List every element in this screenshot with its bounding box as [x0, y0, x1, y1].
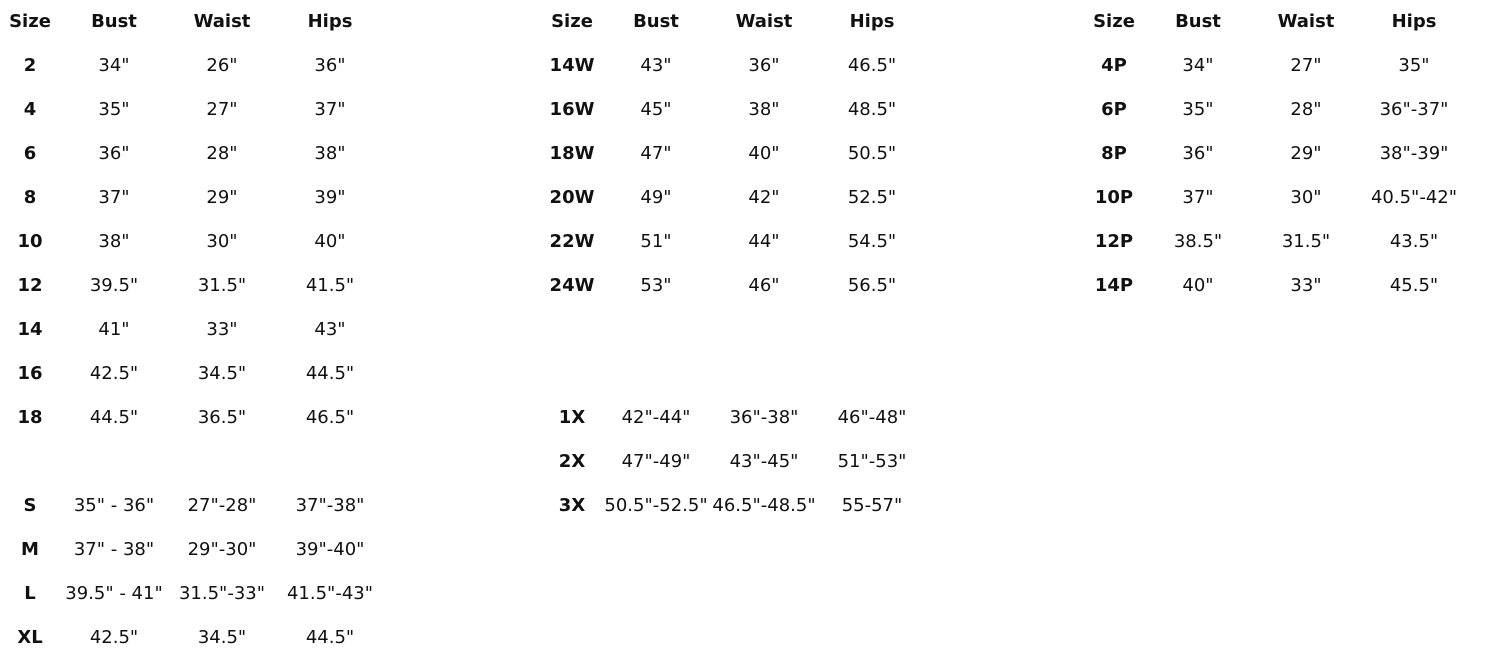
- cell-hips: 38": [314, 143, 346, 164]
- cell-waist: 26": [206, 55, 238, 76]
- cell-hips: 41.5": [305, 275, 355, 296]
- cell-waist: 27"-28": [187, 495, 257, 516]
- cell-size: 24W: [549, 275, 595, 296]
- cell-size: M: [21, 539, 39, 560]
- cell-bust: 43": [640, 55, 672, 76]
- header-bust: Bust: [91, 11, 137, 32]
- cell-size: 12: [17, 275, 43, 296]
- cell-hips: 55-57": [841, 495, 903, 516]
- cell-hips: 43": [314, 319, 346, 340]
- header-size: Size: [9, 11, 51, 32]
- table-row: [1084, 176, 1468, 220]
- cell-waist: 38": [748, 99, 780, 120]
- table-row: [0, 220, 384, 264]
- table-row: [0, 132, 384, 176]
- table-row: [1084, 264, 1468, 308]
- cell-bust: 34": [1182, 55, 1214, 76]
- cell-size: 2: [23, 55, 37, 76]
- cell-bust: 37": [1182, 187, 1214, 208]
- cell-bust: 41": [98, 319, 130, 340]
- header-waist: Waist: [1277, 11, 1335, 32]
- cell-bust: 35": [1182, 99, 1214, 120]
- cell-hips: 44.5": [305, 363, 355, 384]
- header-hips: Hips: [849, 11, 895, 32]
- petite-rows: [1084, 44, 1468, 308]
- cell-hips: 44.5": [305, 627, 355, 648]
- cell-bust: 36": [98, 143, 130, 164]
- cell-size: 8: [23, 187, 37, 208]
- table-row: [542, 264, 926, 308]
- cell-hips: 38"-39": [1379, 143, 1449, 164]
- table-row: [0, 176, 384, 220]
- cell-size: 22W: [549, 231, 595, 252]
- cell-waist: 30": [206, 231, 238, 252]
- header-size: Size: [551, 11, 593, 32]
- header-hips: Hips: [1391, 11, 1437, 32]
- table-row: [542, 132, 926, 176]
- cell-waist: 46.5"-48.5": [712, 495, 816, 516]
- cell-waist: 34.5": [197, 627, 247, 648]
- cell-bust: 47"-49": [621, 451, 691, 472]
- cell-hips: 40": [314, 231, 346, 252]
- cell-bust: 51": [640, 231, 672, 252]
- header-waist: Waist: [735, 11, 793, 32]
- cell-hips: 39": [314, 187, 346, 208]
- cell-bust: 37" - 38": [73, 539, 155, 560]
- cell-bust: 39.5": [89, 275, 139, 296]
- table-row: [542, 88, 926, 132]
- cell-size: 14W: [549, 55, 595, 76]
- cell-size: 6P: [1101, 99, 1127, 120]
- cell-size: 4P: [1101, 55, 1127, 76]
- header-waist: Waist: [193, 11, 251, 32]
- cell-bust: 44.5": [89, 407, 139, 428]
- cell-size: 8P: [1101, 143, 1127, 164]
- cell-size: 16: [17, 363, 43, 384]
- cell-size: 18: [17, 407, 43, 428]
- cell-bust: 53": [640, 275, 672, 296]
- cell-size: 2X: [558, 451, 586, 472]
- cell-waist: 40": [748, 143, 780, 164]
- table-row: [0, 352, 384, 396]
- cell-waist: 27": [1290, 55, 1322, 76]
- cell-hips: 54.5": [847, 231, 897, 252]
- cell-hips: 51"-53": [837, 451, 907, 472]
- table-row: [0, 396, 384, 440]
- misses-rows: [0, 44, 384, 440]
- cell-hips: 40.5"-42": [1370, 187, 1458, 208]
- table-row: [1084, 220, 1468, 264]
- cell-hips: 35": [1398, 55, 1430, 76]
- cell-waist: 29": [206, 187, 238, 208]
- cell-hips: 46.5": [847, 55, 897, 76]
- cell-waist: 42": [748, 187, 780, 208]
- cell-hips: 48.5": [847, 99, 897, 120]
- cell-size: L: [24, 583, 36, 604]
- cell-bust: 34": [98, 55, 130, 76]
- cell-bust: 50.5"-52.5": [604, 495, 708, 516]
- table-row: [542, 396, 926, 440]
- header-size: Size: [1093, 11, 1135, 32]
- cell-hips: 43.5": [1389, 231, 1439, 252]
- cell-waist: 30": [1290, 187, 1322, 208]
- cell-waist: 28": [206, 143, 238, 164]
- cell-waist: 27": [206, 99, 238, 120]
- women-rows: [542, 44, 926, 308]
- table-row: [542, 176, 926, 220]
- table-row: [0, 308, 384, 352]
- cell-bust: 45": [640, 99, 672, 120]
- header-row: [1084, 0, 1468, 44]
- alpha-rows: [0, 484, 384, 660]
- header-bust: Bust: [1175, 11, 1221, 32]
- cell-waist: 31.5"-33": [178, 583, 266, 604]
- size-table-left: [0, 0, 384, 660]
- cell-bust: 38": [98, 231, 130, 252]
- cell-waist: 34.5": [197, 363, 247, 384]
- table-row: [0, 484, 384, 528]
- cell-bust: 42.5": [89, 363, 139, 384]
- plus-rows: [542, 396, 926, 528]
- cell-waist: 36.5": [197, 407, 247, 428]
- table-row: [542, 220, 926, 264]
- cell-bust: 38.5": [1173, 231, 1223, 252]
- cell-size: 10P: [1094, 187, 1134, 208]
- cell-waist: 28": [1290, 99, 1322, 120]
- cell-hips: 37": [314, 99, 346, 120]
- table-row: [542, 44, 926, 88]
- cell-waist: 29": [1290, 143, 1322, 164]
- header-bust: Bust: [633, 11, 679, 32]
- cell-hips: 46"-48": [837, 407, 907, 428]
- cell-size: 6: [23, 143, 37, 164]
- cell-size: 18W: [549, 143, 595, 164]
- cell-bust: 37": [98, 187, 130, 208]
- cell-hips: 39"-40": [295, 539, 365, 560]
- cell-size: 14P: [1094, 275, 1134, 296]
- cell-bust: 35" - 36": [73, 495, 155, 516]
- cell-hips: 36"-37": [1379, 99, 1449, 120]
- table-row: [0, 528, 384, 572]
- cell-bust: 35": [98, 99, 130, 120]
- cell-waist: 33": [206, 319, 238, 340]
- cell-waist: 44": [748, 231, 780, 252]
- cell-hips: 45.5": [1389, 275, 1439, 296]
- table-row: [1084, 44, 1468, 88]
- cell-bust: 36": [1182, 143, 1214, 164]
- cell-hips: 36": [314, 55, 346, 76]
- cell-size: 4: [23, 99, 37, 120]
- table-row: [1084, 88, 1468, 132]
- table-row: [542, 440, 926, 484]
- cell-size: 1X: [558, 407, 586, 428]
- cell-size: 3X: [558, 495, 586, 516]
- header-hips: Hips: [307, 11, 353, 32]
- cell-size: 12P: [1094, 231, 1134, 252]
- cell-hips: 56.5": [847, 275, 897, 296]
- cell-size: XL: [17, 627, 43, 648]
- cell-size: 10: [17, 231, 43, 252]
- cell-bust: 47": [640, 143, 672, 164]
- cell-hips: 41.5"-43": [286, 583, 374, 604]
- cell-bust: 49": [640, 187, 672, 208]
- cell-bust: 42"-44": [621, 407, 691, 428]
- cell-hips: 37"-38": [295, 495, 365, 516]
- cell-bust: 42.5": [89, 627, 139, 648]
- cell-hips: 50.5": [847, 143, 897, 164]
- cell-size: 16W: [549, 99, 595, 120]
- cell-waist: 36": [748, 55, 780, 76]
- cell-waist: 31.5": [197, 275, 247, 296]
- size-table-right: [1084, 0, 1468, 308]
- cell-size: S: [23, 495, 37, 516]
- table-row: [0, 616, 384, 660]
- cell-hips: 52.5": [847, 187, 897, 208]
- cell-bust: 39.5" - 41": [65, 583, 163, 604]
- table-row: [0, 44, 384, 88]
- header-row: [542, 0, 926, 44]
- cell-waist: 46": [748, 275, 780, 296]
- header-row: [0, 0, 384, 44]
- cell-waist: 36"-38": [729, 407, 799, 428]
- table-row: [0, 572, 384, 616]
- cell-waist: 43"-45": [729, 451, 799, 472]
- cell-size: 14: [17, 319, 43, 340]
- table-row: [542, 484, 926, 528]
- cell-waist: 29"-30": [187, 539, 257, 560]
- table-row: [0, 88, 384, 132]
- size-table-middle: [542, 0, 926, 528]
- table-row: [0, 264, 384, 308]
- cell-waist: 33": [1290, 275, 1322, 296]
- cell-hips: 46.5": [305, 407, 355, 428]
- cell-size: 20W: [549, 187, 595, 208]
- table-row: [1084, 132, 1468, 176]
- cell-waist: 31.5": [1281, 231, 1331, 252]
- cell-bust: 40": [1182, 275, 1214, 296]
